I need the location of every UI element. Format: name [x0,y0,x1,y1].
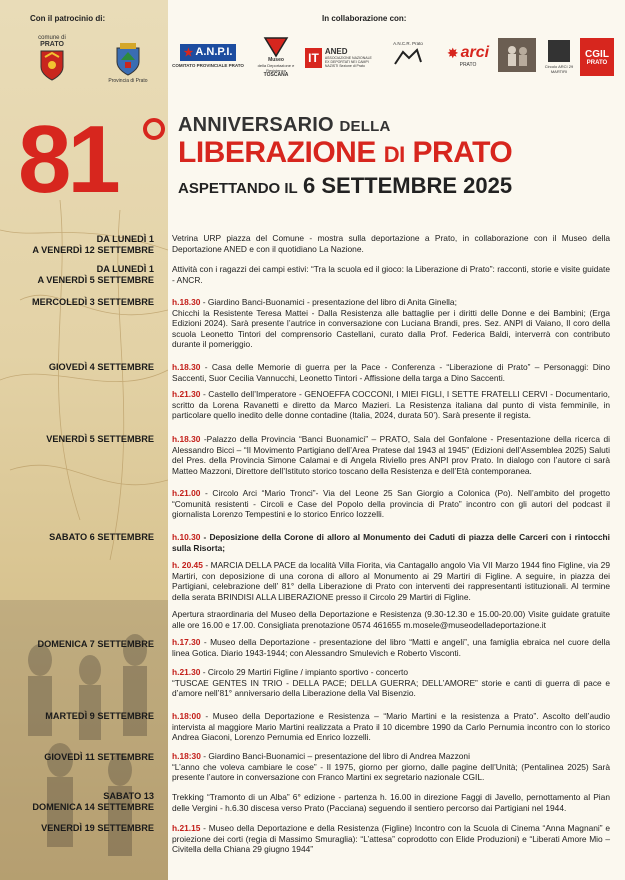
event-description [172,488,610,520]
event-description [172,264,610,285]
logo-museo-deportazione [254,28,298,86]
title-line2-small: DI [383,142,405,167]
event-description [172,792,610,813]
event-text: - Deposizione della Corone di alloro al Monumento dei Caduti di piazza delle Carceri con i rintocchi sulla Risorta; [172,532,610,553]
event-time: h.18:00 [172,711,201,721]
title-line3 [178,173,512,199]
title-line1 [178,114,391,137]
logo-anpi-text: A.N.P.I. [195,46,233,59]
event-time: h.21.15 [172,823,201,833]
event-text: Trekking “Tramonto di un Alba” 6° edizione - partenza h. 16.00 in direzione Faggi di Javello, pernottamento al Pian delle Vergini - h.6.30 discesa verso Prato (Pacciana) seguendo il sentiero percorso dai Partigiani nel 1944. [172,792,610,813]
event-description [172,711,610,743]
event-time: h.21.30 [172,667,201,677]
logo-cgil [580,38,614,76]
event-text: - Museo della Deportazione - presentazione del libro “Matti e angeli”, una famiglia ebraica nel cuore della linea Gotica. Diario 1943-1944; con Alessandro Smulevich e Roberto Visconti. [172,637,610,658]
logo-circolo-text: Circolo ARCI 29 MARTIRI [544,64,574,74]
logo-ancr [384,34,432,74]
event-text: - Casa delle Memorie di guerra per la Pace - Conferenza - “Liberazione di Prato” – Personaggi: Dino Saccenti, Suor Cecilia Vannucchi, Leonetto Tintori - Affissione della targa a Dino Saccenti. [172,362,610,383]
aned-it-icon: IT [305,48,322,68]
event-text: Vetrina URP piazza del Comune - mostra sulla deportazione a Prato, in collaborazione con il Museo della Deportazione ANED e con il quotidiano La Nazione. [172,233,610,254]
logo-museo-line1: Museo [268,56,284,63]
event-description [172,609,610,630]
event-description [172,389,610,421]
prato-crest-icon [39,49,65,81]
logo-museo-line3: TOSCANA [263,72,289,78]
event-description [172,667,610,699]
event-date: VENERDÌ 19 SETTEMBRE [41,823,154,833]
event-text: -Palazzo della Provincia “Banci Buonamici” – PRATO, Sala del Gonfalone - Presentazione della ricerca di Alessandro Bicci – “Il Movimento Partigiano dell’Area Pratese dal 1943 al 1945” (Edizioni dell’Assemblea 2025) Saluti del Pres. della Provincia Simone Calamai e di Angela Riviello pres ANPI prov Prato. In dialogo con l’autore ci sarà Matteo Mazzoni, Direttore dell’Istituto storico toscano della Resistenza e dell’Età contemporanea. [172,434,610,476]
event-description [172,751,610,783]
logo-aned-text: ANED [324,46,348,56]
event-time: h.21.00 [172,488,201,498]
logo-arci-text: arci [460,44,490,61]
event-time: h.18:30 [172,751,201,761]
logo-prato-line2: PRATO [40,41,64,49]
event-description [172,434,610,476]
event-text: - Castello dell’Imperatore - GENOEFFA COCCONI, I MIEI FIGLI, I SETTE FRATELLI CERVI - Documentario, scritto da Lorena Ravanetti e diretto da Marco Mazieri. La Resistenza italiana dal punto di vista femminile, in particolare quello inedito delle donne contadine (Italia, 2024, durata 50’). Sarà presente il regista. [172,389,610,421]
event-time: h.18.30 [172,434,201,444]
event-time: h.18.30 [172,362,201,372]
anniversary-number: 81 [18,106,117,213]
event-text: - Circolo 29 Martiri Figline / impianto sportivo - concerto “TUSCAE GENTES IN TRIO - DELLA PACE; DELLA GUERRA; DELL’AMORE” storie e canti di guerra di pace e d’amore nell’81° anniversario della Liberazione della Val Bisenzio. [172,667,610,699]
logo-arci-sub: PRATO [459,62,477,68]
event-date: SABATO 6 SETTEMBRE [49,532,154,542]
title-line2-end: PRATO [412,136,513,169]
title-line1-big: ANNIVERSARIO [178,114,334,136]
event-text: - Museo della Deportazione e Resistenza – “Mario Martini e la resistenza a Prato”. Ascolto dell’audio intervista al maggiore Mario Martini realizzata a Prato il 10 dicembre 1990 da Carlo Pernumia incontro con lo storico Andrea Giaconi, Lorenzo Pernumia ed Enrico Iozzelli. [172,711,610,743]
event-time: h.21.30 [172,389,201,399]
provincia-crest-icon [114,42,142,76]
event-text: - Giardino Banci-Buonamici – presentazione del libro di Andrea Mazzoni “L’anno che voleva cambiare le cose” - Il 1975, giorno per giorno, dalle pagine dell’Unità; (Pentalinea 2025) Sarà presente l’autore in conversazione con Franco Martini ex segretario nazionale CGIL. [172,751,610,783]
event-text: - Museo della Deportazione e della Resistenza (Figline) Incontro con la Scuola di Cinema “Anna Magnani” e proiezione dei corti (regia di Massimo Smuraglia): “L’attesa” coprodotto con Elide Produzioni) e “Liberati Amore Mio – Civitella della Chiana 29 giugno 1944” [172,823,610,855]
event-description [172,823,610,855]
title-line3-big: 6 SETTEMBRE 2025 [303,173,513,198]
triangle-icon [263,36,289,58]
photo-figures-icon [502,42,532,68]
collaborazione-label: In collaborazione con: [322,14,407,23]
degree-symbol [143,118,165,140]
logo-provincia-text: Provincia di Prato [108,78,148,84]
event-date: VENERDÌ 5 SETTEMBRE [46,434,154,444]
arci-star-icon: ✸ [446,44,459,61]
event-time: h. 20.45 [172,560,203,570]
logo-cgil-text: CGIL [585,48,609,60]
title-line2-big: LIBERAZIONE [178,136,376,169]
event-time: h.17.30 [172,637,201,647]
event-text: Apertura straordinaria del Museo della Deportazione e Resistenza (9.30-12.30 e 15.00-20.00) Visite guidate gratuite alle ore 16.00 e 17.00. Consigliata prenotazione 0574 461655 m.mosele@museodelladeportazione.it [172,609,610,630]
event-date: DOMENICA 7 SETTEMBRE [37,639,154,649]
title-line1-small: DELLA [339,118,391,135]
logo-comune-prato [30,28,74,88]
event-description [172,297,610,350]
event-description [172,233,610,254]
event-description [172,560,610,602]
ancr-figure-icon [391,46,425,68]
logo-circolo-29-martiri [542,36,576,78]
event-text: - Giardino Banci-Buonamici - presentazione del libro di Anita Ginella; Chicchi la Resistente Teresa Mattei - Dalla Resistenza alle battaglie per i diritti delle Donne e dei Bambini; (Erga Edizioni 2024). Sarà presente l’autrice in conversazione con Luciana Brandi, pres. Sez. ANPI di Vaiano, Il coro della scuola Leonetto Tintori del comprensorio Castellani, curato dalla Prof. Federica Baldi, interverrà con contributo durante il pomeriggio. [172,297,610,350]
logo-anpi-sub: COMITATO PROVINCIALE PRATO [172,62,244,68]
logo-aned [302,40,380,76]
event-text: - MARCIA DELLA PACE da località Villa Fiorita, via Cantagallo angolo Via VII Marzo 1944 fino Figline, via 29 Martiri, con deposizione di una corona di alloro al Monumento ai 29 Martiri di Figline. A seguire, in piazza dei Partigiani, celebrazione dell’ 81° della Liberazione di Prato con interventi dei rappresentanti istituzionali. Al termine della serata BRINDISI ALLA LIBERAZIONE presso il Circolo 29 Martiri di Figline. [172,560,610,602]
title-line3-small: ASPETTANDO IL [178,180,298,197]
title-line2 [178,136,512,170]
logo-museo-line2: della Deportazione e Resistenza [257,63,295,73]
logo-cgil-sub: PRATO [586,59,608,66]
logo-ancr-text: A.N.C.R. Prato [393,40,423,46]
logo-aned-sub: ASSOCIAZIONE NAZIONALE EX DEPORTATI NEI CAMPI NAZISTI Sezione di Prato [324,56,372,69]
event-date: DA LUNEDÌ 1 A VENERDÌ 5 SETTEMBRE [37,264,154,285]
event-text: - Circolo Arci “Mario Tronci”- Via del Leone 25 San Giorgio a Colonica (Po). Nell’ambito del progetto “Comunità resistenti - Circoli e Case del Popolo della provincia di Prato” incontro con gli autori del podcast il giornalista Lorenzo Tempestini e lo storico Enrico Iozzelli. [172,488,610,520]
event-description [172,532,610,553]
event-time: h.10.30 [172,532,201,542]
event-description [172,362,610,383]
event-date: GIOVEDÌ 11 SETTEMBRE [44,752,154,762]
event-date: MERCOLEDÌ 3 SETTEMBRE [32,297,154,307]
event-date: DA LUNEDÌ 1 A VENERDÌ 12 SETTEMBRE [32,234,154,255]
logo-provincia-prato [106,28,150,98]
event-description [172,637,610,658]
patrocinio-label: Con il patrocinio di: [30,14,106,23]
event-date: GIOVEDÌ 4 SETTEMBRE [48,362,154,372]
event-text: Attività con i ragazzi dei campi estivi: “Tra la scuola ed il gioco: la Liberazione di Prato”: racconti, storie e visite guidate - ANCR. [172,264,610,285]
logo-anpi [172,36,244,76]
anpi-star-icon: ★ [183,46,194,59]
logo-prato-line1: comune di [38,34,66,41]
logo-photo [498,38,536,72]
event-date: SABATO 13 DOMENICA 14 SETTEMBRE [32,791,154,812]
logo-arci [440,36,496,76]
event-time: h.18.30 [172,297,201,307]
circolo-logo-icon [548,40,570,62]
event-date: MARTEDÌ 9 SETTEMBRE [45,711,154,721]
